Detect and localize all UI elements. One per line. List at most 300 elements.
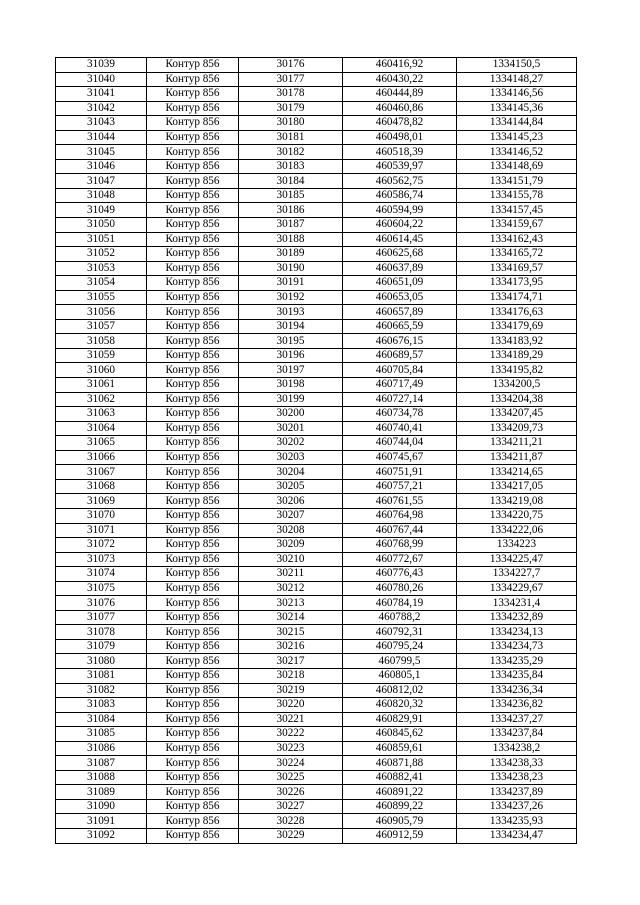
y-coordinate-cell: 1334148,27 <box>457 72 577 87</box>
y-coordinate-cell: 1334209,73 <box>457 421 577 436</box>
point-number-cell: 31077 <box>56 610 147 625</box>
x-coordinate-cell: 460705,84 <box>343 363 457 378</box>
contour-name-cell: Контур 856 <box>147 305 239 320</box>
ref-number-cell: 30219 <box>239 683 343 698</box>
contour-name-cell: Контур 856 <box>147 552 239 567</box>
table-row <box>56 683 577 698</box>
ref-number-cell: 30182 <box>239 145 343 160</box>
y-coordinate-cell: 1334146,56 <box>457 87 577 102</box>
point-number-cell: 31064 <box>56 421 147 436</box>
contour-name-cell: Контур 856 <box>147 72 239 87</box>
ref-number-cell: 30201 <box>239 421 343 436</box>
contour-name-cell: Контур 856 <box>147 741 239 756</box>
contour-name-cell: Контур 856 <box>147 799 239 814</box>
contour-name-cell: Контур 856 <box>147 290 239 305</box>
x-coordinate-cell: 460899,22 <box>343 799 457 814</box>
y-coordinate-cell: 1334159,67 <box>457 218 577 233</box>
table-row <box>56 523 577 538</box>
ref-number-cell: 30215 <box>239 625 343 640</box>
contour-name-cell: Контур 856 <box>147 276 239 291</box>
ref-number-cell: 30217 <box>239 654 343 669</box>
contour-name-cell: Контур 856 <box>147 639 239 654</box>
table-row <box>56 494 577 509</box>
ref-number-cell: 30216 <box>239 639 343 654</box>
point-number-cell: 31092 <box>56 828 147 843</box>
ref-number-cell: 30204 <box>239 465 343 480</box>
contour-name-cell: Контур 856 <box>147 450 239 465</box>
point-number-cell: 31043 <box>56 116 147 131</box>
y-coordinate-cell: 1334238,2 <box>457 741 577 756</box>
ref-number-cell: 30196 <box>239 348 343 363</box>
y-coordinate-cell: 1334238,23 <box>457 770 577 785</box>
contour-name-cell: Контур 856 <box>147 508 239 523</box>
y-coordinate-cell: 1334179,69 <box>457 319 577 334</box>
table-row <box>56 479 577 494</box>
y-coordinate-cell: 1334173,95 <box>457 276 577 291</box>
ref-number-cell: 30223 <box>239 741 343 756</box>
x-coordinate-cell: 460772,67 <box>343 552 457 567</box>
point-number-cell: 31066 <box>56 450 147 465</box>
point-number-cell: 31069 <box>56 494 147 509</box>
x-coordinate-cell: 460625,68 <box>343 247 457 262</box>
contour-name-cell: Контур 856 <box>147 87 239 102</box>
x-coordinate-cell: 460444,89 <box>343 87 457 102</box>
contour-name-cell: Контур 856 <box>147 261 239 276</box>
point-number-cell: 31049 <box>56 203 147 218</box>
table-row <box>56 58 577 73</box>
contour-name-cell: Контур 856 <box>147 218 239 233</box>
y-coordinate-cell: 1334189,29 <box>457 348 577 363</box>
point-number-cell: 31056 <box>56 305 147 320</box>
table-row <box>56 581 577 596</box>
point-number-cell: 31067 <box>56 465 147 480</box>
x-coordinate-cell: 460614,45 <box>343 232 457 247</box>
ref-number-cell: 30195 <box>239 334 343 349</box>
point-number-cell: 31080 <box>56 654 147 669</box>
table-row <box>56 218 577 233</box>
ref-number-cell: 30211 <box>239 567 343 582</box>
point-number-cell: 31042 <box>56 101 147 116</box>
point-number-cell: 31078 <box>56 625 147 640</box>
point-number-cell: 31085 <box>56 727 147 742</box>
contour-name-cell: Контур 856 <box>147 625 239 640</box>
point-number-cell: 31086 <box>56 741 147 756</box>
x-coordinate-cell: 460518,39 <box>343 145 457 160</box>
ref-number-cell: 30179 <box>239 101 343 116</box>
contour-name-cell: Контур 856 <box>147 319 239 334</box>
table-row <box>56 756 577 771</box>
table-row <box>56 596 577 611</box>
table-row <box>56 72 577 87</box>
point-number-cell: 31053 <box>56 261 147 276</box>
y-coordinate-cell: 1334155,78 <box>457 188 577 203</box>
x-coordinate-cell: 460653,05 <box>343 290 457 305</box>
coordinates-table-body <box>56 58 577 844</box>
x-coordinate-cell: 460820,32 <box>343 698 457 713</box>
point-number-cell: 31060 <box>56 363 147 378</box>
x-coordinate-cell: 460805,1 <box>343 668 457 683</box>
ref-number-cell: 30229 <box>239 828 343 843</box>
point-number-cell: 31081 <box>56 668 147 683</box>
y-coordinate-cell: 1334207,45 <box>457 407 577 422</box>
y-coordinate-cell: 1334214,65 <box>457 465 577 480</box>
y-coordinate-cell: 1334157,45 <box>457 203 577 218</box>
table-row <box>56 654 577 669</box>
ref-number-cell: 30205 <box>239 479 343 494</box>
point-number-cell: 31089 <box>56 785 147 800</box>
x-coordinate-cell: 460562,75 <box>343 174 457 189</box>
x-coordinate-cell: 460594,99 <box>343 203 457 218</box>
x-coordinate-cell: 460665,59 <box>343 319 457 334</box>
ref-number-cell: 30218 <box>239 668 343 683</box>
y-coordinate-cell: 1334150,5 <box>457 58 577 73</box>
ref-number-cell: 30188 <box>239 232 343 247</box>
contour-name-cell: Контур 856 <box>147 479 239 494</box>
y-coordinate-cell: 1334174,71 <box>457 290 577 305</box>
y-coordinate-cell: 1334237,89 <box>457 785 577 800</box>
contour-name-cell: Контур 856 <box>147 58 239 73</box>
y-coordinate-cell: 1334176,63 <box>457 305 577 320</box>
table-row <box>56 698 577 713</box>
y-coordinate-cell: 1334183,92 <box>457 334 577 349</box>
contour-name-cell: Контур 856 <box>147 392 239 407</box>
ref-number-cell: 30225 <box>239 770 343 785</box>
contour-name-cell: Контур 856 <box>147 116 239 131</box>
contour-name-cell: Контур 856 <box>147 421 239 436</box>
ref-number-cell: 30228 <box>239 814 343 829</box>
table-row <box>56 741 577 756</box>
x-coordinate-cell: 460845,62 <box>343 727 457 742</box>
x-coordinate-cell: 460891,22 <box>343 785 457 800</box>
contour-name-cell: Контур 856 <box>147 756 239 771</box>
ref-number-cell: 30193 <box>239 305 343 320</box>
point-number-cell: 31048 <box>56 188 147 203</box>
point-number-cell: 31072 <box>56 538 147 553</box>
point-number-cell: 31083 <box>56 698 147 713</box>
x-coordinate-cell: 460727,14 <box>343 392 457 407</box>
x-coordinate-cell: 460637,89 <box>343 261 457 276</box>
point-number-cell: 31082 <box>56 683 147 698</box>
table-row <box>56 639 577 654</box>
point-number-cell: 31051 <box>56 232 147 247</box>
point-number-cell: 31073 <box>56 552 147 567</box>
contour-name-cell: Контур 856 <box>147 581 239 596</box>
point-number-cell: 31061 <box>56 378 147 393</box>
ref-number-cell: 30190 <box>239 261 343 276</box>
point-number-cell: 31052 <box>56 247 147 262</box>
point-number-cell: 31046 <box>56 159 147 174</box>
point-number-cell: 31041 <box>56 87 147 102</box>
contour-name-cell: Контур 856 <box>147 523 239 538</box>
contour-name-cell: Контур 856 <box>147 334 239 349</box>
y-coordinate-cell: 1334217,05 <box>457 479 577 494</box>
table-row <box>56 247 577 262</box>
table-row <box>56 174 577 189</box>
y-coordinate-cell: 1334225,47 <box>457 552 577 567</box>
point-number-cell: 31071 <box>56 523 147 538</box>
point-number-cell: 31040 <box>56 72 147 87</box>
point-number-cell: 31065 <box>56 436 147 451</box>
y-coordinate-cell: 1334236,34 <box>457 683 577 698</box>
table-row <box>56 378 577 393</box>
x-coordinate-cell: 460657,89 <box>343 305 457 320</box>
x-coordinate-cell: 460539,97 <box>343 159 457 174</box>
ref-number-cell: 30222 <box>239 727 343 742</box>
contour-name-cell: Контур 856 <box>147 494 239 509</box>
table-row <box>56 668 577 683</box>
point-number-cell: 31090 <box>56 799 147 814</box>
y-coordinate-cell: 1334236,82 <box>457 698 577 713</box>
x-coordinate-cell: 460767,44 <box>343 523 457 538</box>
y-coordinate-cell: 1334234,47 <box>457 828 577 843</box>
table-row <box>56 145 577 160</box>
y-coordinate-cell: 1334162,43 <box>457 232 577 247</box>
y-coordinate-cell: 1334204,38 <box>457 392 577 407</box>
x-coordinate-cell: 460734,78 <box>343 407 457 422</box>
contour-name-cell: Контур 856 <box>147 101 239 116</box>
table-row <box>56 421 577 436</box>
x-coordinate-cell: 460717,49 <box>343 378 457 393</box>
table-row <box>56 392 577 407</box>
ref-number-cell: 30177 <box>239 72 343 87</box>
ref-number-cell: 30227 <box>239 799 343 814</box>
table-row <box>56 567 577 582</box>
y-coordinate-cell: 1334195,82 <box>457 363 577 378</box>
point-number-cell: 31076 <box>56 596 147 611</box>
contour-name-cell: Контур 856 <box>147 814 239 829</box>
contour-name-cell: Контур 856 <box>147 654 239 669</box>
ref-number-cell: 30207 <box>239 508 343 523</box>
contour-name-cell: Контур 856 <box>147 247 239 262</box>
ref-number-cell: 30189 <box>239 247 343 262</box>
table-row <box>56 290 577 305</box>
x-coordinate-cell: 460416,92 <box>343 58 457 73</box>
point-number-cell: 31055 <box>56 290 147 305</box>
contour-name-cell: Контур 856 <box>147 596 239 611</box>
y-coordinate-cell: 1334235,84 <box>457 668 577 683</box>
contour-name-cell: Контур 856 <box>147 465 239 480</box>
ref-number-cell: 30187 <box>239 218 343 233</box>
y-coordinate-cell: 1334237,84 <box>457 727 577 742</box>
table-row <box>56 828 577 843</box>
contour-name-cell: Контур 856 <box>147 683 239 698</box>
point-number-cell: 31058 <box>56 334 147 349</box>
ref-number-cell: 30185 <box>239 188 343 203</box>
y-coordinate-cell: 1334227,7 <box>457 567 577 582</box>
contour-name-cell: Контур 856 <box>147 232 239 247</box>
contour-name-cell: Контур 856 <box>147 610 239 625</box>
y-coordinate-cell: 1334144,84 <box>457 116 577 131</box>
ref-number-cell: 30203 <box>239 450 343 465</box>
x-coordinate-cell: 460498,01 <box>343 130 457 145</box>
table-row <box>56 363 577 378</box>
ref-number-cell: 30212 <box>239 581 343 596</box>
y-coordinate-cell: 1334238,33 <box>457 756 577 771</box>
ref-number-cell: 30191 <box>239 276 343 291</box>
y-coordinate-cell: 1334234,13 <box>457 625 577 640</box>
contour-name-cell: Контур 856 <box>147 159 239 174</box>
y-coordinate-cell: 1334237,27 <box>457 712 577 727</box>
x-coordinate-cell: 460586,74 <box>343 188 457 203</box>
ref-number-cell: 30197 <box>239 363 343 378</box>
ref-number-cell: 30209 <box>239 538 343 553</box>
ref-number-cell: 30180 <box>239 116 343 131</box>
contour-name-cell: Контур 856 <box>147 363 239 378</box>
x-coordinate-cell: 460745,67 <box>343 450 457 465</box>
x-coordinate-cell: 460859,61 <box>343 741 457 756</box>
x-coordinate-cell: 460912,59 <box>343 828 457 843</box>
contour-name-cell: Контур 856 <box>147 567 239 582</box>
table-row <box>56 625 577 640</box>
point-number-cell: 31068 <box>56 479 147 494</box>
table-row <box>56 319 577 334</box>
table-row <box>56 261 577 276</box>
contour-name-cell: Контур 856 <box>147 668 239 683</box>
ref-number-cell: 30226 <box>239 785 343 800</box>
y-coordinate-cell: 1334229,67 <box>457 581 577 596</box>
ref-number-cell: 30192 <box>239 290 343 305</box>
point-number-cell: 31063 <box>56 407 147 422</box>
point-number-cell: 31079 <box>56 639 147 654</box>
point-number-cell: 31070 <box>56 508 147 523</box>
contour-name-cell: Контур 856 <box>147 770 239 785</box>
table-row <box>56 203 577 218</box>
table-row <box>56 101 577 116</box>
ref-number-cell: 30202 <box>239 436 343 451</box>
ref-number-cell: 30198 <box>239 378 343 393</box>
point-number-cell: 31074 <box>56 567 147 582</box>
ref-number-cell: 30181 <box>239 130 343 145</box>
table-row <box>56 610 577 625</box>
table-row <box>56 508 577 523</box>
x-coordinate-cell: 460651,09 <box>343 276 457 291</box>
x-coordinate-cell: 460764,98 <box>343 508 457 523</box>
y-coordinate-cell: 1334231,4 <box>457 596 577 611</box>
x-coordinate-cell: 460829,91 <box>343 712 457 727</box>
x-coordinate-cell: 460757,21 <box>343 479 457 494</box>
contour-name-cell: Контур 856 <box>147 712 239 727</box>
ref-number-cell: 30224 <box>239 756 343 771</box>
contour-name-cell: Контур 856 <box>147 130 239 145</box>
x-coordinate-cell: 460784,19 <box>343 596 457 611</box>
y-coordinate-cell: 1334235,29 <box>457 654 577 669</box>
x-coordinate-cell: 460478,82 <box>343 116 457 131</box>
contour-name-cell: Контур 856 <box>147 407 239 422</box>
table-row <box>56 305 577 320</box>
x-coordinate-cell: 460780,26 <box>343 581 457 596</box>
ref-number-cell: 30208 <box>239 523 343 538</box>
table-row <box>56 348 577 363</box>
ref-number-cell: 30213 <box>239 596 343 611</box>
y-coordinate-cell: 1334148,69 <box>457 159 577 174</box>
x-coordinate-cell: 460751,91 <box>343 465 457 480</box>
table-row <box>56 538 577 553</box>
contour-name-cell: Контур 856 <box>147 188 239 203</box>
x-coordinate-cell: 460460,86 <box>343 101 457 116</box>
contour-name-cell: Контур 856 <box>147 698 239 713</box>
point-number-cell: 31091 <box>56 814 147 829</box>
contour-name-cell: Контур 856 <box>147 348 239 363</box>
table-row <box>56 407 577 422</box>
y-coordinate-cell: 1334223 <box>457 538 577 553</box>
contour-name-cell: Контур 856 <box>147 436 239 451</box>
point-number-cell: 31057 <box>56 319 147 334</box>
contour-name-cell: Контур 856 <box>147 828 239 843</box>
contour-name-cell: Контур 856 <box>147 378 239 393</box>
x-coordinate-cell: 460689,57 <box>343 348 457 363</box>
x-coordinate-cell: 460430,22 <box>343 72 457 87</box>
x-coordinate-cell: 460744,04 <box>343 436 457 451</box>
y-coordinate-cell: 1334151,79 <box>457 174 577 189</box>
y-coordinate-cell: 1334232,89 <box>457 610 577 625</box>
x-coordinate-cell: 460776,43 <box>343 567 457 582</box>
ref-number-cell: 30200 <box>239 407 343 422</box>
table-row <box>56 334 577 349</box>
coordinates-table <box>55 57 577 844</box>
table-row <box>56 436 577 451</box>
point-number-cell: 31059 <box>56 348 147 363</box>
table-row <box>56 552 577 567</box>
point-number-cell: 31047 <box>56 174 147 189</box>
y-coordinate-cell: 1334211,87 <box>457 450 577 465</box>
contour-name-cell: Контур 856 <box>147 538 239 553</box>
x-coordinate-cell: 460768,99 <box>343 538 457 553</box>
y-coordinate-cell: 1334145,23 <box>457 130 577 145</box>
y-coordinate-cell: 1334235,93 <box>457 814 577 829</box>
ref-number-cell: 30194 <box>239 319 343 334</box>
ref-number-cell: 30199 <box>239 392 343 407</box>
ref-number-cell: 30220 <box>239 698 343 713</box>
x-coordinate-cell: 460799,5 <box>343 654 457 669</box>
x-coordinate-cell: 460871,88 <box>343 756 457 771</box>
table-row <box>56 727 577 742</box>
table-row <box>56 276 577 291</box>
ref-number-cell: 30183 <box>239 159 343 174</box>
ref-number-cell: 30221 <box>239 712 343 727</box>
ref-number-cell: 30176 <box>239 58 343 73</box>
x-coordinate-cell: 460812,02 <box>343 683 457 698</box>
y-coordinate-cell: 1334200,5 <box>457 378 577 393</box>
contour-name-cell: Контур 856 <box>147 145 239 160</box>
table-row <box>56 799 577 814</box>
y-coordinate-cell: 1334237,26 <box>457 799 577 814</box>
y-coordinate-cell: 1334211,21 <box>457 436 577 451</box>
y-coordinate-cell: 1334169,57 <box>457 261 577 276</box>
y-coordinate-cell: 1334234,73 <box>457 639 577 654</box>
y-coordinate-cell: 1334222,06 <box>457 523 577 538</box>
x-coordinate-cell: 460882,41 <box>343 770 457 785</box>
table-row <box>56 814 577 829</box>
point-number-cell: 31054 <box>56 276 147 291</box>
point-number-cell: 31075 <box>56 581 147 596</box>
point-number-cell: 31084 <box>56 712 147 727</box>
table-row <box>56 712 577 727</box>
y-coordinate-cell: 1334145,36 <box>457 101 577 116</box>
table-row <box>56 450 577 465</box>
point-number-cell: 31050 <box>56 218 147 233</box>
point-number-cell: 31045 <box>56 145 147 160</box>
y-coordinate-cell: 1334220,75 <box>457 508 577 523</box>
x-coordinate-cell: 460604,22 <box>343 218 457 233</box>
ref-number-cell: 30210 <box>239 552 343 567</box>
point-number-cell: 31062 <box>56 392 147 407</box>
y-coordinate-cell: 1334165,72 <box>457 247 577 262</box>
ref-number-cell: 30178 <box>239 87 343 102</box>
point-number-cell: 31088 <box>56 770 147 785</box>
contour-name-cell: Контур 856 <box>147 785 239 800</box>
table-row <box>56 785 577 800</box>
x-coordinate-cell: 460740,41 <box>343 421 457 436</box>
